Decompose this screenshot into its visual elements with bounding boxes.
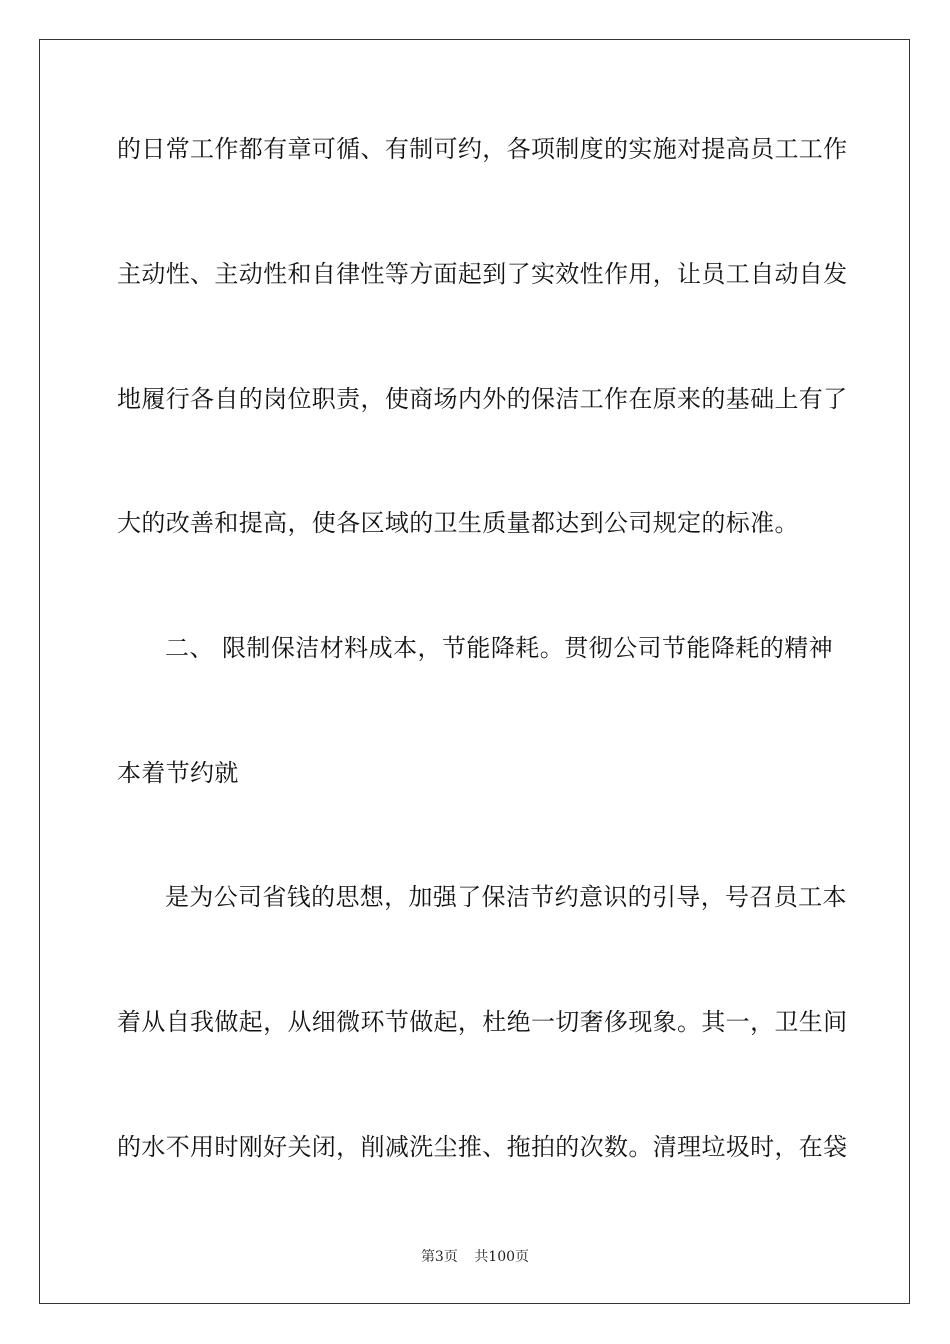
paragraph-1-line-1: 的日常工作都有章可循、有制可约，各项制度的实施对提高员工工作	[117, 135, 848, 163]
paragraph-1-line-2: 主动性、主动性和自律性等方面起到了实效性作用，让员工自动自发	[117, 260, 848, 288]
paragraph-1-line-4: 大的改善和提高，使各区域的卫生质量都达到公司规定的标准。	[117, 509, 799, 537]
page-footer	[0, 1248, 950, 1266]
paragraph-2-line-1: 二、 限制保洁材料成本，节能降耗。贯彻公司节能降耗的精神	[165, 634, 833, 662]
page-border	[39, 39, 910, 1304]
paragraph-2-line-2: 本着节约就	[117, 759, 239, 787]
paragraph-3-line-1: 是为公司省钱的思想，加强了保洁节约意识的引导，号召员工本	[165, 883, 847, 911]
page-number: 第3页	[420, 1249, 458, 1265]
paragraph-3-line-2: 着从自我做起，从细微环节做起，杜绝一切奢侈现象。其一，卫生间	[117, 1008, 848, 1036]
paragraph-3-line-3: 的水不用时刚好关闭，削减洗尘推、拖拍的次数。清理垃圾时，在袋	[117, 1133, 848, 1161]
paragraph-1-line-3: 地履行各自的岗位职责，使商场内外的保洁工作在原来的基础上有了	[117, 385, 848, 413]
total-pages: 共100页	[474, 1249, 530, 1265]
